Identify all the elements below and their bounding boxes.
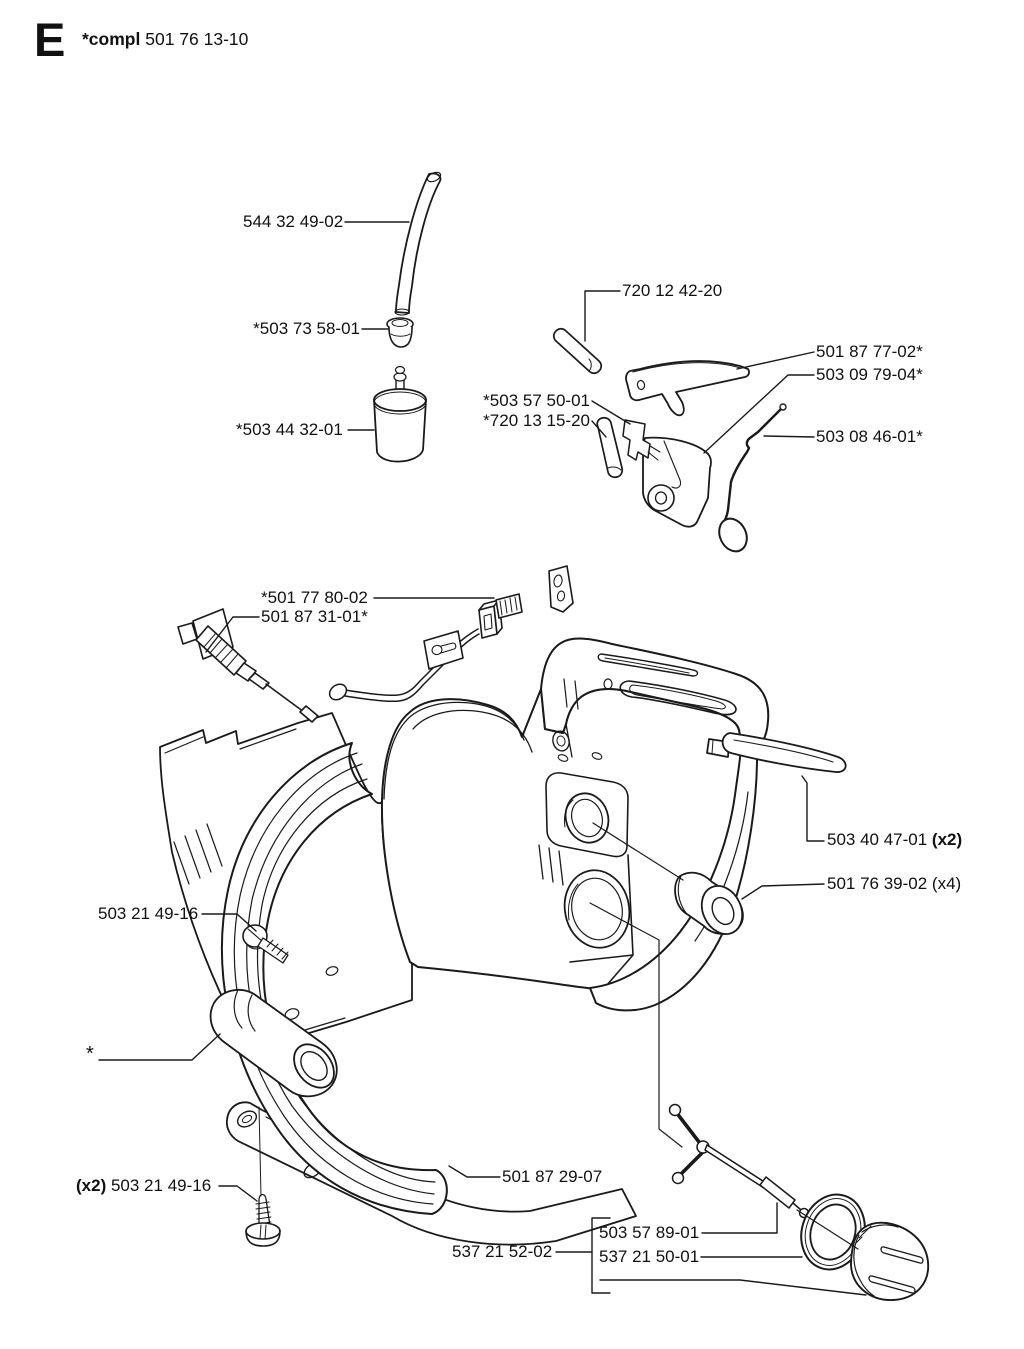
part-label-cap-gasket: 537 21 50-01: [599, 1247, 700, 1266]
part-label-lockout-lever: 501 87 77-02*: [816, 342, 923, 361]
part-label-fuel-filter: *503 44 32-01: [236, 420, 343, 439]
part-label-pin-lower: *720 13 15-20: [483, 411, 590, 430]
part-label-switch-contact: *503 57 50-01: [483, 391, 590, 410]
screw-lower-number: 503 21 49-16: [110, 1176, 212, 1195]
figure-assembly-id: [82, 29, 248, 50]
damper-qty: (x2): [931, 830, 963, 849]
part-label-cap-retainer: 503 57 89-01: [599, 1223, 700, 1242]
part-label-cap-assembly: 537 21 52-02: [452, 1242, 553, 1261]
side-plate-drawing: [160, 713, 412, 1050]
throttle-trigger-drawing: [643, 438, 711, 527]
screw-lower-qty: (x2): [76, 1176, 111, 1195]
cap-retainer-drawing: [670, 1105, 809, 1218]
lockout-lever-drawing: [626, 361, 749, 415]
part-label-throttle-wire: *501 77 80-02: [261, 588, 368, 607]
pin-lower-drawing: [597, 418, 622, 478]
part-label-screw-upper: 503 21 49-16: [98, 904, 199, 923]
grommet-drawing: [387, 318, 413, 347]
part-label-asterisk: *: [86, 1043, 94, 1065]
fuel-cap-drawing: [851, 1223, 928, 1300]
screw-lower-drawing: [246, 1195, 280, 1247]
part-label-trigger-spring: 503 08 46-01*: [816, 427, 923, 446]
trigger-spring-drawing: [714, 404, 786, 556]
part-label-bushing: 501 76 39-02 (x4): [827, 874, 962, 893]
part-label-throttle-trigger: 503 09 79-04*: [816, 365, 923, 384]
figure-assembly-prefix: *compl: [82, 29, 141, 49]
damper-number: 503 40 47-01: [827, 830, 932, 849]
part-label-pin-upper: 720 12 42-20: [622, 281, 723, 300]
part-label-throttle-cable: 501 87 31-01*: [261, 607, 368, 626]
fuel-hose-drawing: [395, 170, 442, 315]
figure-assembly-number: 501 76 13-10: [145, 29, 249, 49]
fuel-filter-drawing: [374, 367, 426, 462]
part-label-damper: [827, 830, 962, 850]
part-label-screw-lower: [76, 1176, 211, 1196]
part-label-hose-grommet: *503 73 58-01: [253, 319, 360, 338]
pin-upper-drawing: [554, 329, 602, 374]
throttle-cable-drawing: [178, 566, 573, 722]
part-label-fuel-hose: 544 32 49-02: [243, 212, 344, 231]
part-label-front-handle: 501 87 29-07: [502, 1167, 603, 1186]
figure-letter: E: [34, 13, 66, 66]
